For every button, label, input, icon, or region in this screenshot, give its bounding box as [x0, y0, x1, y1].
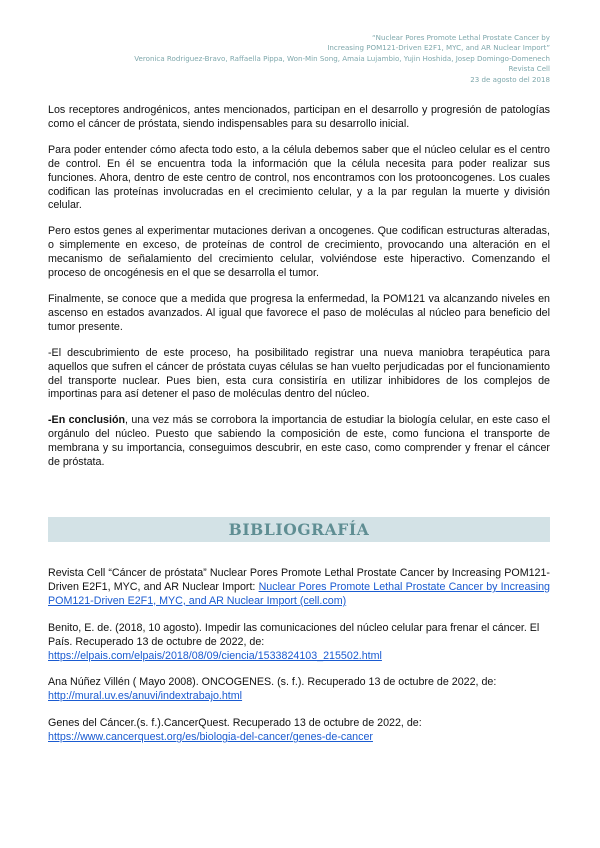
paragraph-descubrimiento: -El descubrimiento de este proceso, ha posibilitado registrar una nueva maniobra terapéutica para aquellos que sufren el cáncer de próstata cuyas células se han vuelto perjudicadas por el funcionamiento del transporte nuclear. Pues bien, esta cura consistiría en utilizar inhibidores de los complejos de importinas para así detener el paso de moléculas dentro del núcleo.	[48, 346, 550, 401]
header-title-line-1: “Nuclear Pores Promote Lethal Prostate Cancer by	[371, 33, 550, 42]
header-authors: Veronica Rodriguez-Bravo, Raffaella Pippa, Won-Min Song, Amaia Lujambio, Yujin Hoshida, Josep Domingo-Domenech	[134, 53, 550, 63]
reference-text: Ana Núñez Villén ( Mayo 2008). ONCOGENES. (s. f.). Recuperado 13 de octubre de 2022, de:	[48, 676, 497, 689]
reference-link[interactable]: https://elpais.com/elpais/2018/08/09/ciencia/1533824103_215502.html	[48, 649, 382, 662]
reference-item	[48, 567, 550, 609]
paragraph-pom121: Finalmente, se conoce que a medida que progresa la enfermedad, la POM121 va alcanzando niveles en ascenso en estados avanzados. Al igual que favorece el paso de moléculas al núcleo para beneficio del tumor presente.	[48, 292, 550, 333]
header-title-line-2: Increasing POM121-Driven E2F1, MYC, and AR Nuclear Import”	[327, 43, 550, 53]
header-date: 23 de agosto del 2018	[470, 74, 550, 84]
paragraph-oncogenes: Pero estos genes al experimentar mutaciones derivan a oncogenes. Que codifican estructuras alteradas, o simplemente en exceso, de proteínas de control de crecimiento, provocando una alteración en el mecanismo de señalamiento del crecimiento celular, volviéndose este hiperactivo. Comenzando el proceso de oncogénesis en el que se desarrolla el tumor.	[48, 225, 550, 280]
header-journal: Revista Cell	[508, 64, 550, 74]
reference-item	[48, 622, 550, 664]
reference-text: Genes del Cáncer.(s. f.).CancerQuest. Recuperado 13 de octubre de 2022, de:	[48, 717, 422, 730]
bibliography-title: BIBLIOGRAFÍA	[228, 520, 370, 539]
conclusion-label: -En conclusión	[48, 414, 126, 427]
paragraph-conclusion	[48, 414, 550, 470]
reference-text: Benito, E. de. (2018, 10 agosto). Impedir las comunicaciones del núcleo celular para frenar el cáncer. El País. Recuperado 13 de octubre de 2022, de:	[48, 621, 540, 648]
reference-link[interactable]: https://www.cancerquest.org/es/biologia-del-cancer/genes-de-cancer	[48, 731, 373, 744]
reference-item	[48, 717, 550, 745]
body-text	[48, 104, 550, 482]
bibliography-list	[48, 567, 550, 758]
reference-link[interactable]: http://mural.uv.es/anuvi/indextrabajo.html	[48, 690, 243, 703]
paragraph-receptores: Los receptores androgénicos, antes mencionados, participan en el desarrollo y progresión de patologías como el cáncer de próstata, siendo indispensables para su desarrollo inicial.	[48, 104, 550, 130]
reference-item	[48, 676, 550, 704]
reference-link[interactable]: Nuclear Pores Promote Lethal Prostate Cancer by Increasing POM121-Driven E2F1, MYC, and AR Nuclear Import (cell.com)	[48, 580, 550, 607]
paragraph-nucleo: Para poder entender cómo afecta todo esto, a la célula debemos saber que el núcleo celular es el centro de control. En él se encuentra toda la información que la célula necesita para poder realizar sus funciones. Ahora, dentro de este centro de control, nos encontramos con los protooncogenes. Los cuales codifican las proteínas involucradas en el crecimiento celular, y a la par regulan la muerte y división celular.	[48, 143, 550, 212]
bibliography-banner	[48, 517, 550, 542]
page-header	[50, 33, 550, 85]
conclusion-text: , una vez más se corrobora la importancia de estudiar la biología celular, en este caso el orgánulo del núcleo. Puesto que sabiendo la composición de este, como funciona el transporte de membrana y su importancia, conseguimos descubrir, en este caso, como comprender y frenar el cáncer de próstata.	[48, 414, 550, 469]
reference-text: Revista Cell “Cáncer de próstata” Nuclear Pores Promote Lethal Prostate Cancer by Increasing POM121-Driven E2F1, MYC, and AR Nuclear Import:	[48, 567, 550, 593]
